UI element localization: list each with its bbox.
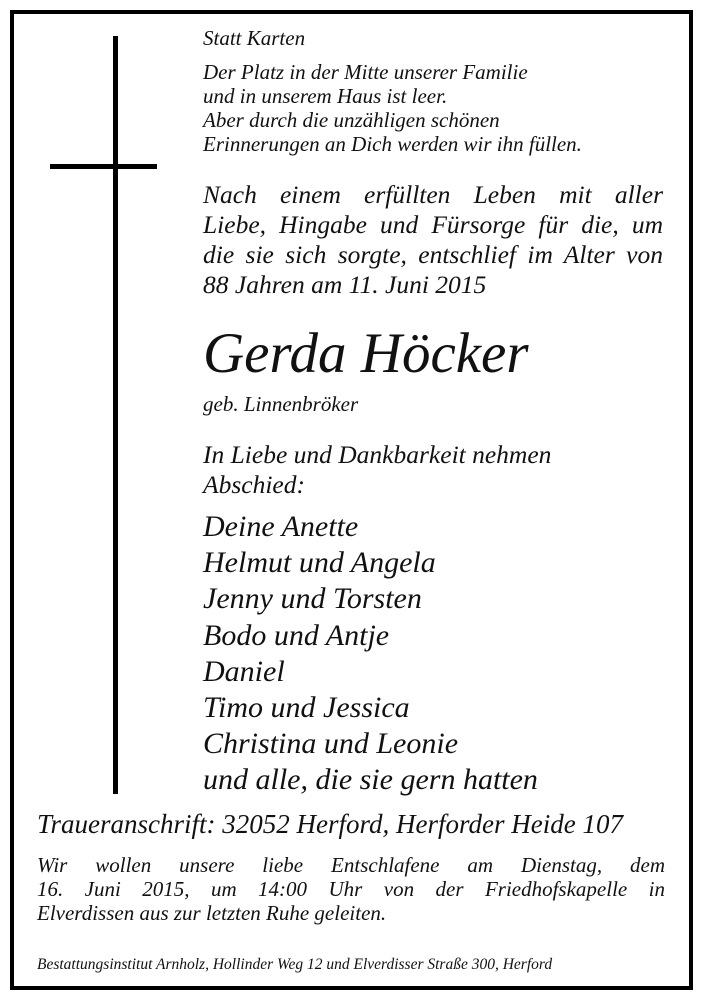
intro-line: und in unserem Haus ist leer. — [203, 84, 448, 108]
main-text-block — [203, 180, 663, 300]
obituary-frame — [10, 10, 693, 990]
main-text-line: die sie sich sorgte, entschlief im Alter von — [203, 240, 663, 269]
family-member: Jenny und Torsten — [203, 582, 422, 616]
funeral-info — [37, 853, 665, 925]
funeral-line: Elverdissen aus zur letzten Ruhe geleiten. — [37, 901, 387, 925]
funeral-line: 16. Juni 2015, um 14:00 Uhr von der Friedhofskapelle in — [37, 877, 665, 901]
cross-vertical-bar — [113, 36, 118, 794]
funeral-home-footer: Bestattungsinstitut Arnholz, Hollinder Weg 12 und Elverdisser Straße 300, Herford — [37, 956, 553, 973]
family-member: Christina und Leonie — [203, 727, 459, 761]
family-member: Deine Anette — [203, 510, 359, 543]
mourning-address: Traueranschrift: 32052 Herford, Herforder Heide 107 — [37, 809, 623, 839]
cross-horizontal-bar — [50, 164, 157, 169]
thanks-line: Abschied: — [203, 470, 305, 499]
intro-title: Statt Karten — [203, 26, 306, 50]
thanks-block — [203, 440, 551, 500]
family-member: Bodo und Antje — [203, 618, 390, 652]
family-member: Daniel — [203, 654, 285, 688]
funeral-line: Wir wollen unsere liebe Entschlafene am Dienstag, dem — [37, 853, 665, 877]
main-text-line: Nach einem erfüllten Leben mit aller — [203, 180, 663, 209]
intro-line: Erinnerungen an Dich werden wir ihn füllen. — [203, 132, 582, 156]
family-member: Timo und Jessica — [203, 691, 410, 725]
born-name: geb. Linnenbröker — [203, 392, 359, 416]
main-text-line: Liebe, Hingabe und Fürsorge für die, um — [203, 210, 663, 239]
family-list — [203, 509, 538, 799]
intro-line: Aber durch die unzähligen schönen — [203, 108, 500, 132]
intro-block — [203, 26, 582, 156]
intro-line: Der Platz in der Mitte unserer Familie — [203, 60, 528, 84]
family-member: Helmut und Angela — [203, 546, 436, 580]
thanks-line: In Liebe und Dankbarkeit nehmen — [203, 440, 552, 469]
main-text-line: 88 Jahren am 11. Juni 2015 — [203, 270, 487, 299]
family-member: und alle, die sie gern hatten — [203, 763, 538, 797]
deceased-name: Gerda Höcker — [203, 322, 529, 385]
